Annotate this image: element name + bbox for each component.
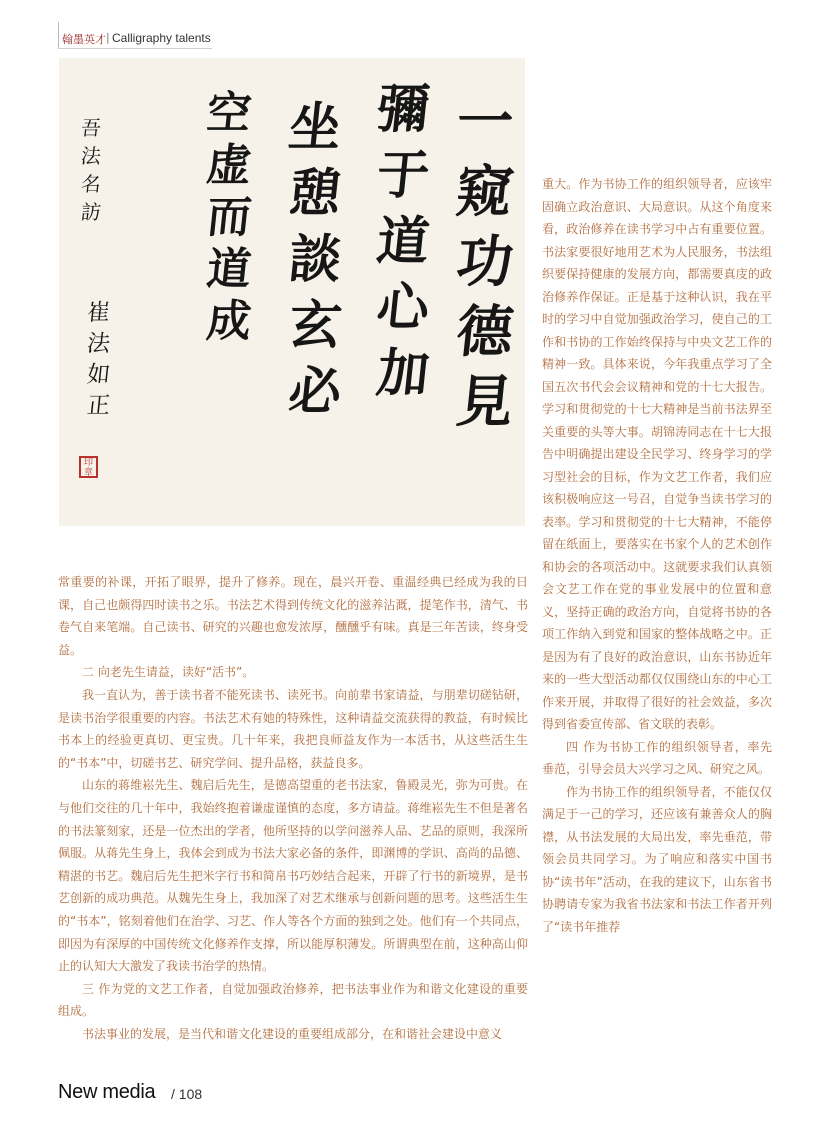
calligraphy-character: 成 [204,296,254,347]
calligraphy-character: 心 [373,277,433,338]
calligraphy-character: 而 [204,192,254,243]
calligraphy-character: 談 [285,229,345,290]
calligraphy-signature [87,302,110,426]
page-number: / 108 [171,1086,203,1102]
paragraph: 常重要的补课，开拓了眼界，提升了修养。现在，晨兴开卷、重温经典已经成为我的日课，自己也颇得四时读书之乐。书法艺术得到传统文化的滋养沾溉，提笔作书，清气、书卷气自来笔端。自己读书、研究的兴趣也愈发浓厚，醺醺乎有味。真是三年苦读，终身受益。 [58,575,528,657]
calligraphy-character: 正 [85,393,112,419]
calligraphy-column-2 [373,79,433,414]
section-separator: | [106,31,110,44]
paragraph: 重大。作为书协工作的组织领导者，应该牢固确立政治意识、大局意识。从这个角度来看，政治修养在读书学习中占有重要位置。书法家要很好地用艺术为人民服务，书法组织要保持健康的发展方向，都需要真庋的政治修养作保证。正是基于这种认识，我在平时的学习中自觉加强政治学习，使自己的工作和书协的工作始终保持与中央文艺工作的精神一致。具体来说，今年我重点学习了全国五次书代会会议精神和党的十七大报告。学习和贯彻党的十七大精神是当前书法界至关重要的头等大事。胡锦涛同志在十七大报告中明确提出建设全民学习、终身学习的学习型社会的目标，作为文艺工作者，我们应该积极响应这一号召，自觉争当读书学习的表率。学习和贯彻党的十七大精神，不能停留在纸面上，要落实在书家个人的艺术创作和协会的各项活动中。这就要求我们认真领会文艺工作在党的事业发展中的位置和意义，坚持正确的政治方向，自觉将书协的各项工作纳入到党和国家的整体战略之中。正是因为有了良好的政治意识，山东书协近年来的一些大型活动都仅仅围绕山东的中心工作来开展，并取得了很好的社会效益，多次得到省委宣传部、省文联的表彰。 [542,177,772,731]
calligraphy-character: 窥 [453,159,517,225]
calligraphy-character: 加 [373,343,433,404]
header-underline [58,48,212,49]
calligraphy-character: 虚 [204,140,254,191]
calligraphy-character: 法 [79,144,103,168]
section-heading-3: 三 作为党的文艺工作者，自觉加强政治修养，把书法事业作为和谐文化建设的重要组成。 [58,981,528,1019]
calligraphy-character: 如 [85,362,112,388]
calligraphy-column-3 [285,97,345,432]
section-title-en: Calligraphy talents [112,31,211,45]
section-heading-4: 四 作为书协工作的组织领导者，率先垂范，引导会员大兴学习之风、研究之风。 [542,739,772,776]
calligraphy-character: 功 [453,229,517,295]
calligraphy-character: 必 [285,361,345,422]
calligraphy-character: 吾 [79,116,103,140]
calligraphy-character: 德 [453,299,517,365]
article-left-column [58,571,528,1045]
calligraphy-character: 見 [453,369,517,435]
section-heading-2: 二 向老先生请益，读好“活书”。 [82,665,255,680]
paragraph: 山东的蒋维崧先生、魏启后先生，是德高望重的老书法家，鲁殿灵光，弥为可贵。在与他们交往的几十年中，我始终抱着谦虚谨慎的态度，多方请益。蒋维崧先生不但是著名的书法篆刻家，还是一位杰出的学者，他所坚持的以学问滋养人品、艺品的原则，我深所佩服。从蒋先生身上，我体会到成为书法大家必备的条件，即渊博的学识、高尚的品德、精湛的书艺。魏启后先生把米字行书和简帛书巧妙结合起来，开辟了行书的新境界，是书艺创新的成功典范。从魏先生身上，我加深了对艺术继承与创新问题的思考。这些活生生的“书本”，铭刻着他们在治学、习艺、作人等各个方面的独到之处。他们有一个共同点，即因为有深厚的中国传统文化修养作支撑，所以能厚积薄发。所谓典型在前，这种高山仰止的认知大大激发了我读书治学的热情。 [58,778,528,974]
calligraphy-character: 空 [204,88,254,139]
paragraph: 我一直认为，善于读书者不能死读书、读死书。向前辈书家请益，与朋辈切磋钻研，是读书治学很重要的内容。书法艺术有她的特殊性，这种请益交流获得的教益，有时候比书本上的经验更真切、更宝贵。几十年来，我把良师益友作为一本活书，从这些活生生的“书本”中，切磋书艺、研究学问、提升品格，获益良多。 [58,687,528,770]
calligraphy-character: 道 [204,244,254,295]
calligraphy-character: 崔 [85,300,112,326]
calligraphy-character: 一 [453,89,517,155]
paragraph: 书法事业的发展，是当代和谐文化建设的重要组成部分，在和谐社会建设中意义 [82,1026,503,1041]
calligraphy-character: 于 [373,145,433,206]
calligraphy-character: 訪 [79,200,103,224]
calligraphy-character: 玄 [285,295,345,356]
calligraphy-artwork [59,58,525,526]
calligraphy-character: 彌 [373,79,433,140]
section-title-cn: 翰墨英才 [62,33,106,46]
article-right-column [542,173,772,938]
header-rule [58,22,59,48]
paragraph: 作为书协工作的组织领导者，不能仅仅满足于一己的学习，还应该有兼善众人的胸襟，从书法发展的大局出发，率先垂范，带领会员共同学习。为了响应和落实中国书协“读书年”活动，在我的建议下，山东省书协聘请专家为我省书法家和书法工作者开列了“读书年推荐 [542,784,772,934]
calligraphy-character: 憩 [285,163,345,224]
seal-stamp: 印章 [79,456,98,478]
calligraphy-inscription [81,118,101,230]
calligraphy-character: 道 [373,211,433,272]
calligraphy-character: 法 [85,331,112,357]
calligraphy-column-1 [453,89,517,444]
magazine-brand: New media [58,1081,156,1103]
calligraphy-character: 坐 [285,97,345,158]
calligraphy-character: 名 [79,172,103,196]
calligraphy-column-4 [204,88,254,352]
